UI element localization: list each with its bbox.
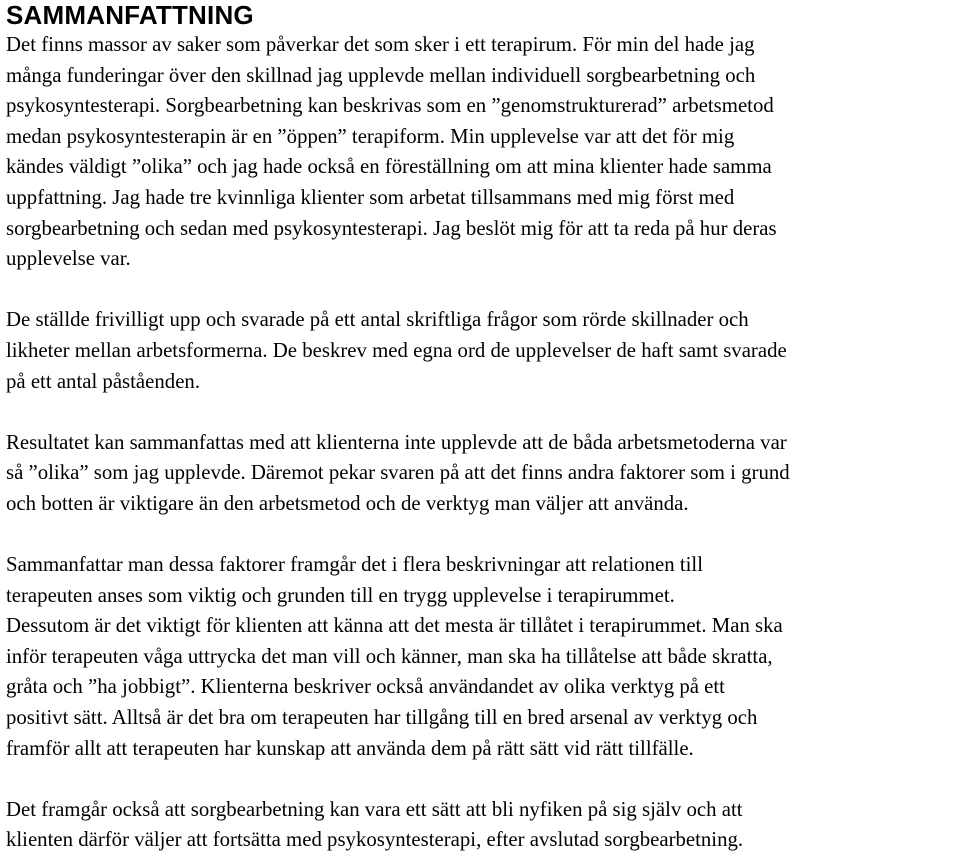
paragraph-spacer bbox=[6, 520, 956, 551]
paragraph-result: Resultatet kan sammanfattas med att klienterna inte upplevde att de båda arbetsmetoderna var så ”olika” som jag upplevde. Däremot pekar svaren på att det finns andra faktorer som i grund och botten är viktigare än den arbetsmetod och de verktyg man väljer att använda. bbox=[6, 430, 790, 515]
paragraph-conclusion: Det framgår också att sorgbearbetning kan vara ett sätt att bli nyfiken på sig själv och att klienten därför väljer att fortsätta med psykosyntesterapi, efter avslutad sorgbearbetning. bbox=[6, 797, 744, 852]
paragraph-spacer bbox=[6, 764, 956, 795]
paragraph-spacer bbox=[6, 275, 956, 306]
paragraph-spacer bbox=[6, 397, 956, 428]
paragraph-intro: Det finns massor av saker som påverkar det som sker i ett terapirum. För min del hade jag många funderingar över den skillnad jag upplevde mellan individuell sorgbearbetning och psykosyntesterapi. Sorgbearbetning kan beskrivas som en ”genomstrukturerad” arbetsmetod medan psykosyntesterapin är en ”öppen” terapiform. Min upplevelse var att det för mig kändes väldigt ”olika” och jag hade också en föreställning om att mina klienter hade samma uppfattning. Jag hade tre kvinnliga klienter som arbetat tillsammans med mig först med sorgbearbetning och sedan med psykosyntesterapi. Jag beslöt mig för att ta reda på hur deras upplevelse var. bbox=[6, 33, 777, 271]
paragraph-method: De ställde frivilligt upp och svarade på ett antal skriftliga frågor som rörde skillnader och likheter mellan arbetsformerna. De beskrev med egna ord de upplevelser de haft samt svarade på ett antal påståenden. bbox=[6, 308, 787, 393]
paragraph-factors: Sammanfattar man dessa faktorer framgår det i flera beskrivningar att relationen till terapeuten anses som viktig och grunden till en trygg upplevelse i terapirummet. Dessutom är det viktigt för klienten att känna att det mesta är tillåtet i terapirummet. Man ska inför terapeuten våga uttrycka det man vill och känner, man ska ha tillåtelse att både skratta, gråta och ”ha jobbigt”. Klienterna beskriver också användandet av olika verktyg på ett positivt sätt. Alltså är det bra om terapeuten har tillgång till en bred arsenal av verktyg och framför allt att terapeuten har kunskap att använda dem på rätt sätt vid rätt tillfälle. bbox=[6, 553, 783, 760]
document-heading: SAMMANFATTNING bbox=[6, 0, 254, 30]
